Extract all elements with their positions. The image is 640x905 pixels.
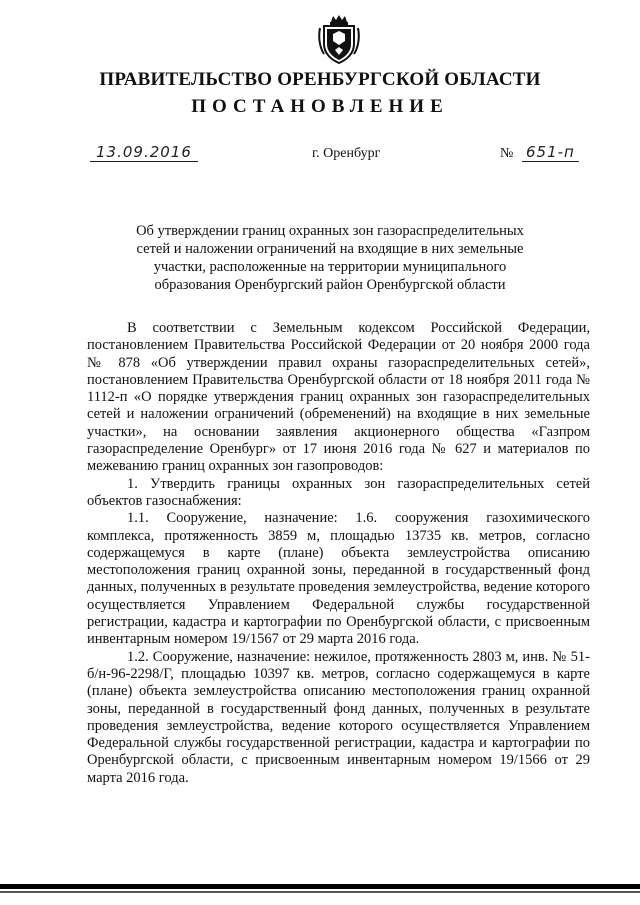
body-paragraph: 1.2. Сооружение, назначение: нежилое, протяженность 2803 м, инв. № 51-б/н-96-2298/Г, площадью 10397 кв. метров, согласно содержащемуся в карте (плане) объекта землеустройства описанию местоположения границ охранной зоны, переданной в государственный фонд данных, полученных в результате проведения землеустройства, ведение которого осуществляется Управлением Федеральной службы государственной регистрации, кадастра и картографии по Оренбургской области, с присвоенным инвентарным номером 19/1566 от 29 марта 2016 года. — [87, 648, 590, 786]
document-number-label: № — [500, 146, 514, 161]
government-title: ПРАВИТЕЛЬСТВО ОРЕНБУРГСКОЙ ОБЛАСТИ — [99, 69, 541, 90]
bottom-divider-thin — [0, 891, 640, 893]
document-subject: Об утверждении границ охранных зон газораспределительных сетей и наложении ограничений на входящие в них земельные участки, расположенные на территории муниципального образования Оренбургский район Оренбургской области — [136, 223, 524, 293]
body-paragraph: В соответствии с Земельным кодексом Российской Федерации, постановлением Правительства Российской Федерации от 20 ноября 2000 года № 878 «Об утверждении правил охраны газораспределительных сетей», постановлением Правительства Оренбургской области от 18 ноября 2011 года № 1112-п «О порядке утверждения границ охранных зон газораспределительных сетей и наложении ограничений (обременений) на входящие в них земельные участки», на основании заявления акционерного общества «Газпром газораспределение Оренбург» от 17 июня 2016 года № 627 и материалов по межеванию границ охранных зон газопроводов: — [87, 320, 590, 475]
body-paragraph: 1. Утвердить границы охранных зон газораспределительных сетей объектов газоснабжения: — [87, 475, 590, 509]
document-city: г. Оренбург — [312, 146, 381, 161]
body-paragraph: 1.1. Сооружение, назначение: 1.6. сооружения газохимического комплекса, протяженность 3859 м, площадью 13735 кв. метров, согласно содержащемуся в карте (плане) объекта землеустройства описанию местоположения границ охранной зоны, переданной в государственный фонд данных, полученных в результате проведения землеустройства, ведение которого осуществляется Управлением Федеральной службы государственной регистрации, кадастра и картографии по Оренбургской области, с присвоенным инвентарным номером 19/1567 от 29 марта 2016 года. — [87, 510, 590, 648]
document-type-title: ПОСТАНОВЛЕНИЕ — [191, 96, 449, 117]
coat-of-arms-icon — [318, 14, 360, 64]
document-number: 651-п — [522, 143, 579, 162]
bottom-divider — [0, 884, 640, 889]
document-date: 13.09.2016 — [90, 143, 198, 162]
document-body — [87, 320, 590, 787]
